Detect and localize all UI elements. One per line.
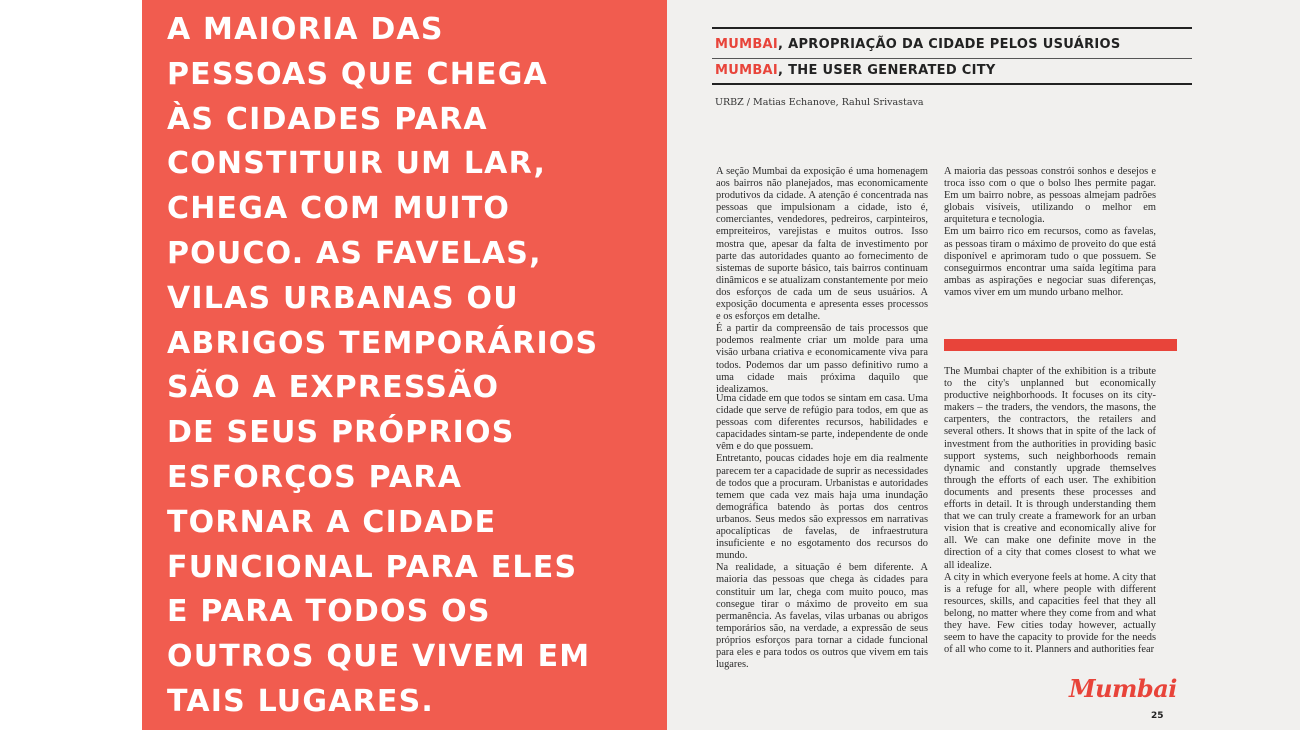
paragraph: Na realidade, a situação é bem diferente. A maioria das pessoas que chega às cidades para constituir um lar, chega com muito pouco, mas consegue tirar o máximo de proveito em sua permanência. As favelas, vilas urbanas ou abrigos temporários são, na verdade, a expressão de seus próprios esforços para tornar a cidade funcional para eles e para todos os outros que vivem em tais lugares. xyxy=(716,562,928,671)
quote-line: VILAS URBANAS OU xyxy=(167,280,519,316)
quote-line: A MAIORIA DAS xyxy=(167,12,444,47)
quote-line: PESSOAS QUE CHEGA xyxy=(167,56,548,92)
quote-line: POUCO. AS FAVELAS, xyxy=(167,235,542,271)
pull-quote xyxy=(167,8,657,725)
quote-line: ABRIGOS TEMPORÁRIOS xyxy=(167,325,599,361)
quote-line: ESFORÇOS PARA xyxy=(167,459,463,495)
header-rule-top xyxy=(712,27,1192,29)
column-en xyxy=(944,366,1156,656)
quote-line: FUNCIONAL PARA ELES xyxy=(167,549,578,585)
title-city-pt: MUMBAI xyxy=(715,37,779,52)
right-page xyxy=(667,0,1300,730)
author-line: URBZ / Matias Echanove, Rahul Srivastava xyxy=(715,97,924,108)
paragraph: Uma cidade em que todos se sintam em casa. Uma cidade que serve de refúgio para todos, em que as pessoas com diferentes recursos, habilidades e capacidades sintam-se parte, independente de onde vêm e do que possuem. xyxy=(716,393,928,453)
quote-line: ÀS CIDADES PARA xyxy=(167,101,488,137)
header-rule-bottom xyxy=(712,83,1192,85)
article-title-en xyxy=(715,63,996,78)
quote-line: CHEGA COM MUITO xyxy=(167,191,511,227)
paragraph: A seção Mumbai da exposição é uma homenagem aos bairros não planejados, mas economicamente produtivos da cidade. A atenção é concentrada nas pessoas que impulsionam a cidade, isto é, comerciantes, vendedores, pedreiros, carpinteiros, empreiteiros, varejistas e muitos outros. Isso mostra que, apesar da falta de investimento por parte das autoridades quanto ao fornecimento de sistemas de suporte básico, tais bairros continuam dinâmicos e se atualizam constantemente por meio dos esforços de cada um de seus usuários. A exposição documenta e apresenta esses processos e os esforços em detalhe. xyxy=(716,166,928,323)
title-rest-pt: , APROPRIAÇÃO DA CIDADE PELOS USUÁRIOS xyxy=(778,37,1121,52)
quote-line: E PARA TODOS OS xyxy=(167,594,491,630)
column-pt-2 xyxy=(944,166,1156,299)
paragraph: A city in which everyone feels at home. A city that is a refuge for all, where people with different resources, skills, and capacities feel that they all belong, no matter where they come from and what they have. Few cities today however, actually seem to have the capacity to provide for the needs of all who come to it. Planners and authorities fear xyxy=(944,571,1156,656)
page-margin xyxy=(0,0,142,730)
quote-line: TAIS LUGARES. xyxy=(167,683,435,719)
paragraph: A maioria das pessoas constrói sonhos e desejos e troca isso com o que o bolso lhes permite pagar. Em um bairro nobre, as pessoas almejam padrões globais visíveis, utilizando o melhor em arquitetura e tecnologia. xyxy=(944,166,1156,226)
column-pt-1-top xyxy=(716,166,928,396)
paragraph: Entretanto, poucas cidades hoje em dia realmente parecem ter a capacidade de suprir as necessidades de todos que a procuram. Urbanistas e autoridades temem que cada vez mais haja uma inundação demográfica batendo às portas dos centros urbanos. Seus medos são expressos em narrativas apocalípticas de favelas, de infraestrutura insuficiente e no esgotamento dos recursos do mundo. xyxy=(716,453,928,562)
quote-line: DE SEUS PRÓPRIOS xyxy=(167,415,515,451)
quote-line: CONSTITUIR UM LAR, xyxy=(167,146,547,182)
header-rule-middle xyxy=(712,58,1192,59)
title-rest-en: , THE USER GENERATED CITY xyxy=(778,63,996,78)
column-pt-1-bottom xyxy=(716,393,928,671)
article-title-pt xyxy=(715,37,1121,52)
section-divider-bar xyxy=(944,339,1177,351)
page-number: 25 xyxy=(1151,711,1164,721)
title-city-en: MUMBAI xyxy=(715,63,779,78)
quote-line: SÃO A EXPRESSÃO xyxy=(167,370,500,406)
paragraph: Em um bairro rico em recursos, como as favelas, as pessoas tiram o máximo de proveito do que está disponível e aprimoram tudo o que possuem. Se conseguirmos encontrar uma saída legítima para ambas as aspirações e negociar suas diferenças, vamos viver em um mundo urbano melhor. xyxy=(944,226,1156,298)
quote-line: TORNAR A CIDADE xyxy=(167,504,497,540)
quote-line: OUTROS QUE VIVEM EM xyxy=(167,639,591,675)
paragraph: The Mumbai chapter of the exhibition is a tribute to the city's unplanned but economically productive neighborhoods. It focuses on its city-makers – the traders, the vendors, the masons, the carpenters, the contractors, the retailers and several others. It shows that in spite of the lack of investment from the authorities in providing basic support systems, such neighborhoods remain dynamic and constantly upgrade themselves through the efforts of each user. The exhibition documents and presents these processes and efforts in detail. It is through understanding them that we can truly create a framework for an urban vision that is creative and economically alive for all. We can make one definite move in the direction of a city that comes closest to what we all idealize. xyxy=(944,366,1156,571)
paragraph: É a partir da compreensão de tais processos que podemos realmente criar um molde para uma visão urbana criativa e economicamente viva para todos. Podemos dar um passo definitivo rumo a uma cidade mais próxima daquilo que idealizamos. xyxy=(716,323,928,395)
mumbai-logo: Mumbai xyxy=(1069,674,1177,703)
